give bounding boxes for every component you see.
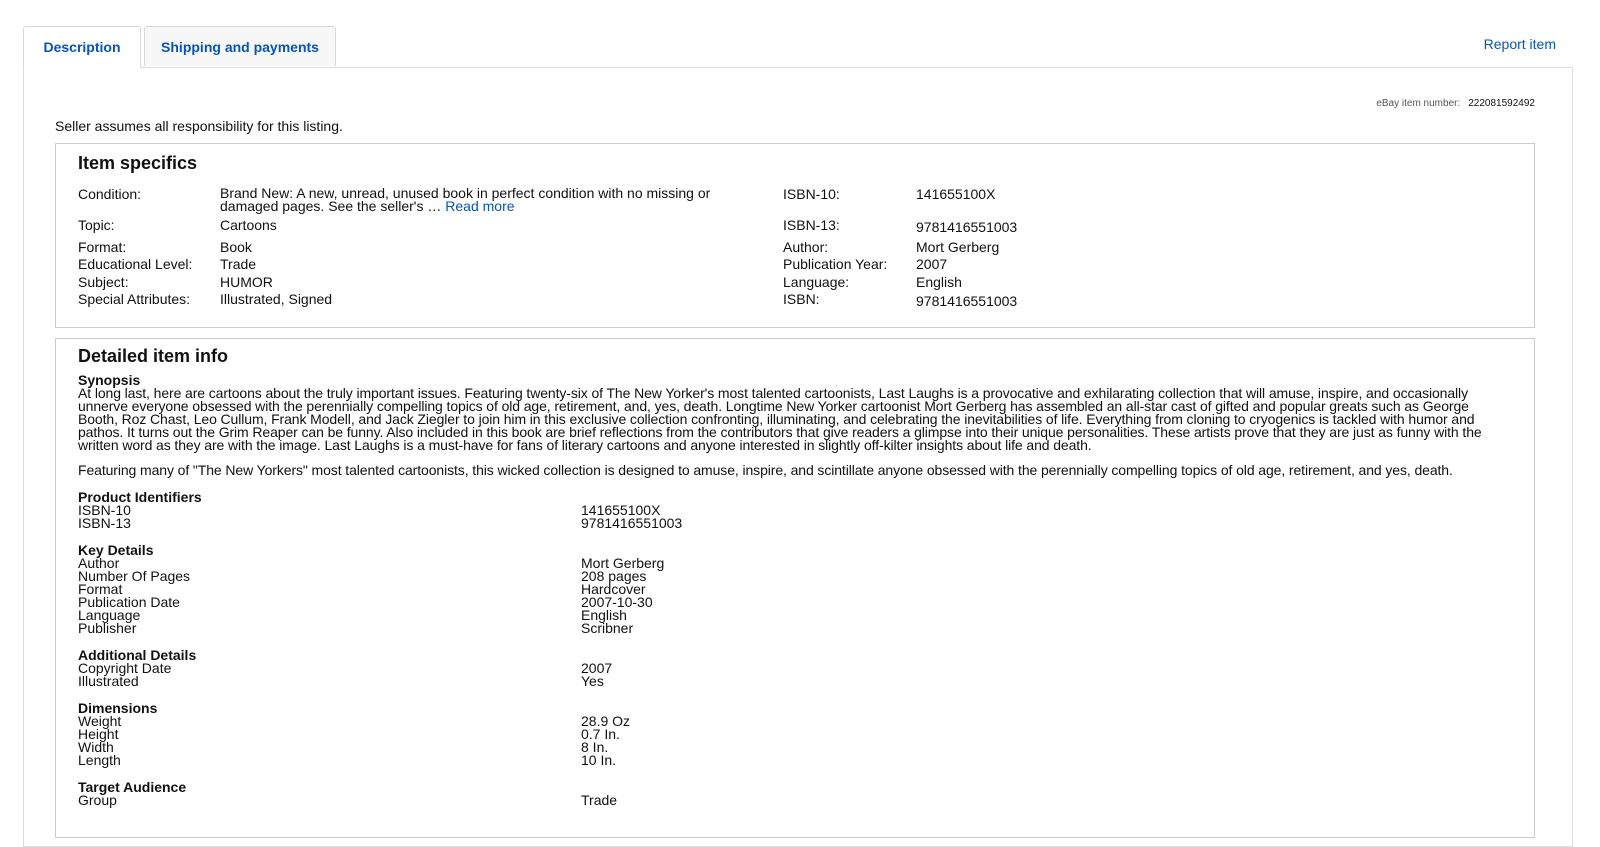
- condition-label: Condition:: [78, 186, 142, 202]
- detail-value: 2007-10-30: [581, 594, 653, 610]
- spec-value-subject: HUMOR: [220, 274, 273, 290]
- section-heading-additional-details: Additional Details: [78, 647, 197, 663]
- condition-value: [220, 187, 720, 213]
- section-heading-key-details: Key Details: [78, 542, 154, 558]
- detail-value: Scribner: [581, 620, 634, 636]
- section-heading-product-identifiers: Product Identifiers: [78, 489, 202, 505]
- item-number-label: eBay item number:: [1376, 98, 1461, 109]
- detail-label: Illustrated: [78, 673, 139, 689]
- spec-value-special-attributes: Illustrated, Signed: [220, 291, 333, 307]
- spec-label-publication-year: Publication Year:: [783, 256, 888, 272]
- spec-value-isbn10: 141655100X: [916, 186, 996, 202]
- item-number: [1376, 98, 1535, 109]
- section-heading-dimensions: Dimensions: [78, 700, 158, 716]
- spec-value-topic: Cartoons: [220, 217, 277, 233]
- report-item-link[interactable]: Report item: [1483, 36, 1556, 52]
- detail-label: ISBN-13: [78, 515, 131, 531]
- condition-text: Brand New: A new, unread, unused book in perfect condition with no missing or damaged pages. See the seller's …: [220, 185, 711, 214]
- detail-value: 9781416551003: [581, 515, 683, 531]
- tab-shipping-and-payments[interactable]: Shipping and payments: [144, 26, 336, 66]
- detail-label: Publisher: [78, 620, 137, 636]
- spec-value-language: English: [916, 274, 962, 290]
- spec-value-isbn: 9781416551003: [916, 293, 1018, 309]
- synopsis-line: Booth, Roz Chast, Leo Cullum, Frank Modell, and Jack Ziegler to join him in this exclusive collection confronting, illuminating, and celebrating the inevitabilities of life. Everything from cloning to cryogenics is tackled with humor and: [78, 411, 1475, 427]
- spec-value-publication-year: 2007: [916, 256, 948, 272]
- detail-label: Author: [78, 555, 120, 571]
- spec-value-author: Mort Gerberg: [916, 239, 1000, 255]
- detail-value: 28.9 Oz: [581, 713, 631, 729]
- synopsis-line: unnerve everyone obsessed with the perennially compelling topics of old age, retirement, and, yes, death. Longtime New Yorker cartoonist Mort Gerberg has assembled an all-star cast of gifted and popular greats such as George: [78, 398, 1469, 414]
- spec-label-isbn10: ISBN-10:: [783, 186, 840, 202]
- detailed-item-info-title: Detailed item info: [78, 346, 229, 366]
- item-specifics-title: Item specifics: [78, 153, 198, 173]
- detail-label: Group: [78, 792, 117, 808]
- detail-label: Weight: [78, 713, 122, 729]
- section-heading-target-audience: Target Audience: [78, 779, 187, 795]
- synopsis-extra: Featuring many of "The New Yorkers" most talented cartoonists, this wicked collection is designed to amuse, inspire, and scintillate anyone obsessed with the perennially compelling topics of old age, retirement, and yes, death.: [78, 462, 1453, 478]
- item-specifics-box: [55, 143, 1535, 328]
- detail-value: Mort Gerberg: [581, 555, 665, 571]
- synopsis-line: At long last, here are cartoons about the truly important issues. Featuring twenty-six of The New Yorker's most talented cartoonists, Last Laughs is a provocative and exhilarating collection that will amuse, inspire, and occasionally: [78, 385, 1468, 401]
- detail-label: Language: [78, 607, 141, 623]
- detail-label: Format: [78, 581, 123, 597]
- item-number-value: 222081592492: [1468, 98, 1535, 109]
- detail-value: 10 In.: [581, 752, 617, 768]
- spec-value-educational-level: Trade: [220, 256, 257, 272]
- detail-label: Copyright Date: [78, 660, 172, 676]
- detail-label: ISBN-10: [78, 502, 131, 518]
- detail-label: Length: [78, 752, 121, 768]
- detail-value: English: [581, 607, 627, 623]
- tab-description[interactable]: Description: [23, 26, 141, 68]
- spec-label-subject: Subject:: [78, 274, 129, 290]
- synopsis-text: [78, 387, 1513, 452]
- detail-value: 0.7 In.: [581, 726, 620, 742]
- synopsis-heading: Synopsis: [78, 372, 141, 388]
- detail-label: Publication Date: [78, 594, 180, 610]
- spec-label-isbn: ISBN:: [783, 291, 820, 307]
- spec-label-special-attributes: Special Attributes:: [78, 291, 191, 307]
- detail-value: 8 In.: [581, 739, 609, 755]
- spec-label-educational-level: Educational Level:: [78, 256, 193, 272]
- detail-value: 2007: [581, 660, 613, 676]
- detailed-item-info-box: [55, 338, 1535, 838]
- spec-label-topic: Topic:: [78, 217, 115, 233]
- detail-value: Yes: [581, 673, 604, 689]
- spec-label-format: Format:: [78, 239, 127, 255]
- spec-value-format: Book: [220, 239, 252, 255]
- detail-label: Width: [78, 739, 114, 755]
- detail-value: Trade: [581, 792, 618, 808]
- spec-label-language: Language:: [783, 274, 850, 290]
- detail-value: Hardcover: [581, 581, 646, 597]
- seller-note: Seller assumes all responsibility for this listing.: [55, 118, 343, 134]
- detail-value: 208 pages: [581, 568, 647, 584]
- read-more-link[interactable]: Read more: [445, 198, 515, 214]
- spec-value-isbn13: 9781416551003: [916, 219, 1018, 235]
- synopsis-line: pathos. It turns out the Grim Reaper can be funny. Also included in this book are brief reflections from the contributors that give readers a glimpse into their unique personalities. These artists prove that they are just as funny with the: [78, 424, 1482, 440]
- synopsis-line: written word as they are with the image. Last Laughs is a must-have for fans of literary cartoons and anyone interested in slightly off-kilter insights about life and death.: [78, 437, 1092, 453]
- detail-value: 141655100X: [581, 502, 661, 518]
- detail-label: Height: [78, 726, 119, 742]
- spec-label-isbn13: ISBN-13:: [783, 217, 840, 233]
- spec-label-author: Author:: [783, 239, 829, 255]
- detail-label: Number Of Pages: [78, 568, 191, 584]
